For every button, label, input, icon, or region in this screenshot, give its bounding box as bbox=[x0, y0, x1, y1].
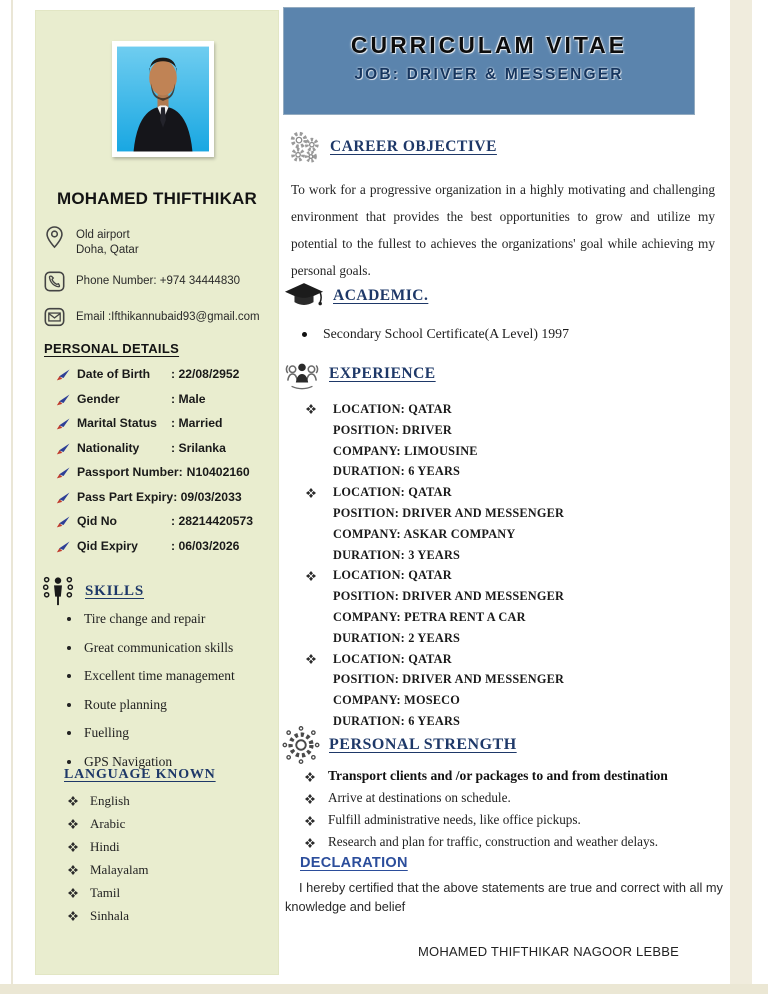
gears-icon bbox=[288, 130, 321, 163]
candidate-name: MOHAMED THIFTHIKAR bbox=[56, 189, 258, 208]
language-label: Sinhala bbox=[90, 908, 129, 923]
strength-item bbox=[305, 768, 725, 783]
experience-location-text: LOCATION: QATAR bbox=[333, 651, 452, 666]
language-item bbox=[68, 816, 125, 832]
experience-title: EXPERIENCE bbox=[329, 365, 436, 382]
detail-value: : 28214420573 bbox=[171, 514, 254, 528]
strength-item bbox=[305, 812, 725, 827]
dart-bullet-icon bbox=[56, 443, 71, 455]
detail-label: Date of Birth bbox=[77, 367, 151, 381]
sidebar bbox=[35, 10, 279, 975]
job-subtitle: JOB: DRIVER & MESSENGER bbox=[354, 66, 624, 83]
skills-list bbox=[82, 611, 235, 782]
detail-label: Marital Status bbox=[77, 416, 157, 430]
personal-strength-title: PERSONAL STRENGTH bbox=[329, 736, 517, 753]
personal-strength-header bbox=[282, 726, 517, 764]
strength-item bbox=[305, 834, 725, 849]
experience-entry bbox=[306, 399, 706, 482]
skill-item: • GPS Navigation bbox=[82, 754, 235, 770]
academic-item-text: Secondary School Certificate(A Level) 1997 bbox=[323, 326, 569, 341]
experience-position: POSITION: DRIVER bbox=[333, 422, 453, 437]
profile-photo bbox=[112, 41, 214, 157]
scan-margin-bottom bbox=[0, 984, 768, 994]
detail-label: Pass Part Expiry bbox=[77, 489, 174, 504]
dart-bullet-icon bbox=[56, 467, 71, 479]
detail-label: Passport Number: bbox=[77, 465, 183, 479]
address-line1: Old airport bbox=[76, 229, 130, 241]
strength-item bbox=[305, 790, 725, 805]
detail-row-qid-expiry bbox=[56, 539, 276, 553]
dart-bullet-icon bbox=[56, 394, 71, 406]
experience-entry bbox=[306, 482, 706, 565]
experience-company: COMPANY: LIMOUSINE bbox=[333, 443, 478, 458]
career-objective-header bbox=[288, 130, 497, 163]
detail-value: : Married bbox=[171, 416, 223, 430]
location-pin-icon bbox=[44, 225, 68, 250]
declaration-text: I hereby certified that the above statements are true and correct with all my knowledge and belief bbox=[285, 880, 723, 914]
email-row bbox=[44, 307, 260, 327]
diamond-bullet-icon bbox=[306, 488, 316, 498]
strength-text: Fulfill administrative needs, like office pickups. bbox=[328, 812, 581, 827]
language-label: Hindi bbox=[90, 839, 120, 854]
graduation-cap-icon bbox=[284, 282, 324, 309]
academic-item bbox=[302, 326, 569, 342]
experience-duration: DURATION: 3 YEARS bbox=[333, 547, 461, 562]
detail-label: Gender bbox=[77, 391, 120, 406]
dart-bullet-icon bbox=[56, 418, 71, 430]
dart-bullet-icon bbox=[56, 541, 71, 553]
experience-location-text: LOCATION: QATAR bbox=[333, 402, 452, 416]
strength-list bbox=[305, 768, 725, 856]
detail-value: : Male bbox=[171, 391, 206, 406]
language-label: Malayalam bbox=[90, 862, 149, 877]
diamond-bullet-icon bbox=[68, 911, 78, 921]
experience-duration: DURATION: 6 YEARS bbox=[333, 713, 461, 728]
detail-label: Qid Expiry bbox=[77, 538, 138, 553]
language-label: Tamil bbox=[90, 885, 121, 900]
diamond-bullet-icon bbox=[68, 819, 78, 829]
experience-location bbox=[306, 482, 706, 503]
skill-item: • Fuelling bbox=[82, 725, 235, 741]
academic-header bbox=[284, 282, 428, 309]
people-group-icon bbox=[284, 356, 320, 392]
diamond-bullet-icon bbox=[68, 796, 78, 806]
person-dots-icon bbox=[41, 574, 77, 608]
experience-company: COMPANY: ASKAR COMPANY bbox=[333, 526, 516, 541]
detail-row-passport-expiry bbox=[56, 490, 276, 504]
experience-location-text: LOCATION: QATAR bbox=[333, 568, 452, 583]
experience-location bbox=[306, 565, 706, 586]
experience-company: COMPANY: MOSECO bbox=[333, 693, 460, 708]
experience-entry bbox=[306, 565, 706, 648]
experience-position: POSITION: DRIVER AND MESSENGER bbox=[333, 589, 565, 604]
language-item bbox=[68, 793, 130, 809]
diamond-bullet-icon bbox=[306, 404, 316, 414]
skill-item: • Route planning bbox=[82, 697, 235, 713]
language-label: English bbox=[90, 793, 130, 808]
dart-bullet-icon bbox=[56, 516, 71, 528]
experience-location bbox=[306, 649, 706, 670]
experience-list bbox=[306, 399, 706, 732]
skill-item: • Excellent time management bbox=[82, 668, 235, 684]
dart-bullet-icon bbox=[56, 492, 71, 504]
language-item bbox=[68, 885, 120, 901]
strength-text: Arrive at destinations on schedule. bbox=[328, 790, 511, 805]
language-label: Arabic bbox=[90, 816, 126, 831]
signature-name: MOHAMED THIFTHIKAR NAGOOR LEBBE bbox=[418, 944, 679, 959]
declaration-title: DECLARATION bbox=[300, 855, 408, 871]
document-title: CURRICULAM VITAE bbox=[350, 32, 628, 58]
academic-title: ACADEMIC. bbox=[333, 286, 429, 304]
experience-position: POSITION: DRIVER AND MESSENGER bbox=[333, 672, 565, 687]
diamond-bullet-icon bbox=[68, 865, 78, 875]
experience-company: COMPANY: PETRA RENT A CAR bbox=[333, 609, 526, 624]
skills-title: SKILLS bbox=[85, 582, 144, 599]
diamond-bullet-icon bbox=[305, 816, 315, 826]
career-objective-text: To work for a progressive organization in a highly motivating and challenging environment that provides the best opportunities to grow and utilize my potential to the fullest to achieves the organizations' goal while achieving my personal goals. bbox=[291, 182, 715, 278]
detail-label: Nationality bbox=[77, 440, 140, 455]
experience-position: POSITION: DRIVER AND MESSENGER bbox=[333, 505, 565, 520]
detail-row-gender bbox=[56, 392, 276, 406]
experience-entry bbox=[306, 649, 706, 732]
skills-header bbox=[41, 574, 144, 608]
diamond-bullet-icon bbox=[68, 888, 78, 898]
career-objective-title: CAREER OBJECTIVE bbox=[330, 137, 497, 155]
address-text bbox=[76, 225, 139, 258]
detail-row-marital bbox=[56, 416, 276, 430]
detail-value: N10402160 bbox=[186, 465, 250, 479]
detail-value: : Srilanka bbox=[171, 440, 226, 455]
personal-details-title: PERSONAL DETAILS bbox=[44, 341, 180, 356]
strength-text: Research and plan for traffic, construction and weather delays. bbox=[328, 834, 659, 849]
skill-item: • Tire change and repair bbox=[82, 611, 235, 627]
language-item bbox=[68, 862, 148, 878]
detail-row-passport bbox=[56, 465, 276, 479]
title-banner bbox=[283, 7, 695, 115]
languages-title: LANGUAGE KNOWN bbox=[64, 767, 216, 782]
language-item bbox=[68, 839, 120, 855]
detail-label: Qid No bbox=[77, 514, 117, 528]
portrait-image bbox=[117, 46, 209, 152]
gear-network-icon bbox=[282, 726, 320, 764]
address-row bbox=[44, 225, 139, 258]
phone-row bbox=[44, 271, 240, 292]
email-icon bbox=[44, 307, 68, 327]
page-edge-line bbox=[11, 0, 13, 994]
detail-row-dob bbox=[56, 367, 276, 381]
dart-bullet-icon bbox=[56, 369, 71, 381]
scan-margin-right bbox=[730, 0, 752, 994]
skill-item: • Great communication skills bbox=[82, 640, 235, 656]
diamond-bullet-icon bbox=[305, 772, 315, 782]
address-line2: Doha, Qatar bbox=[76, 244, 139, 256]
phone-text: Phone Number: +974 34444830 bbox=[76, 275, 241, 287]
experience-duration: DURATION: 6 YEARS bbox=[333, 464, 461, 479]
diamond-bullet-icon bbox=[68, 842, 78, 852]
language-item bbox=[68, 908, 129, 924]
email-text: Email :Ifthikannubaid93@gmail.com bbox=[76, 311, 260, 323]
strength-text: Transport clients and /or packages to and from destination bbox=[328, 768, 668, 783]
detail-value: : 06/03/2026 bbox=[171, 538, 240, 553]
diamond-bullet-icon bbox=[306, 654, 316, 664]
diamond-bullet-icon bbox=[306, 571, 316, 581]
detail-value: : 09/03/2033 bbox=[173, 489, 242, 504]
detail-value: : 22/08/2952 bbox=[171, 367, 240, 381]
experience-duration: DURATION: 2 YEARS bbox=[333, 630, 461, 645]
detail-row-nationality bbox=[56, 441, 276, 455]
phone-icon bbox=[44, 271, 68, 292]
diamond-bullet-icon bbox=[305, 838, 315, 848]
experience-location bbox=[306, 399, 706, 420]
detail-row-qid bbox=[56, 514, 276, 528]
disc-bullet bbox=[302, 332, 307, 337]
diamond-bullet-icon bbox=[305, 794, 315, 804]
experience-location-text: LOCATION: QATAR bbox=[333, 485, 452, 500]
experience-header bbox=[284, 356, 436, 392]
